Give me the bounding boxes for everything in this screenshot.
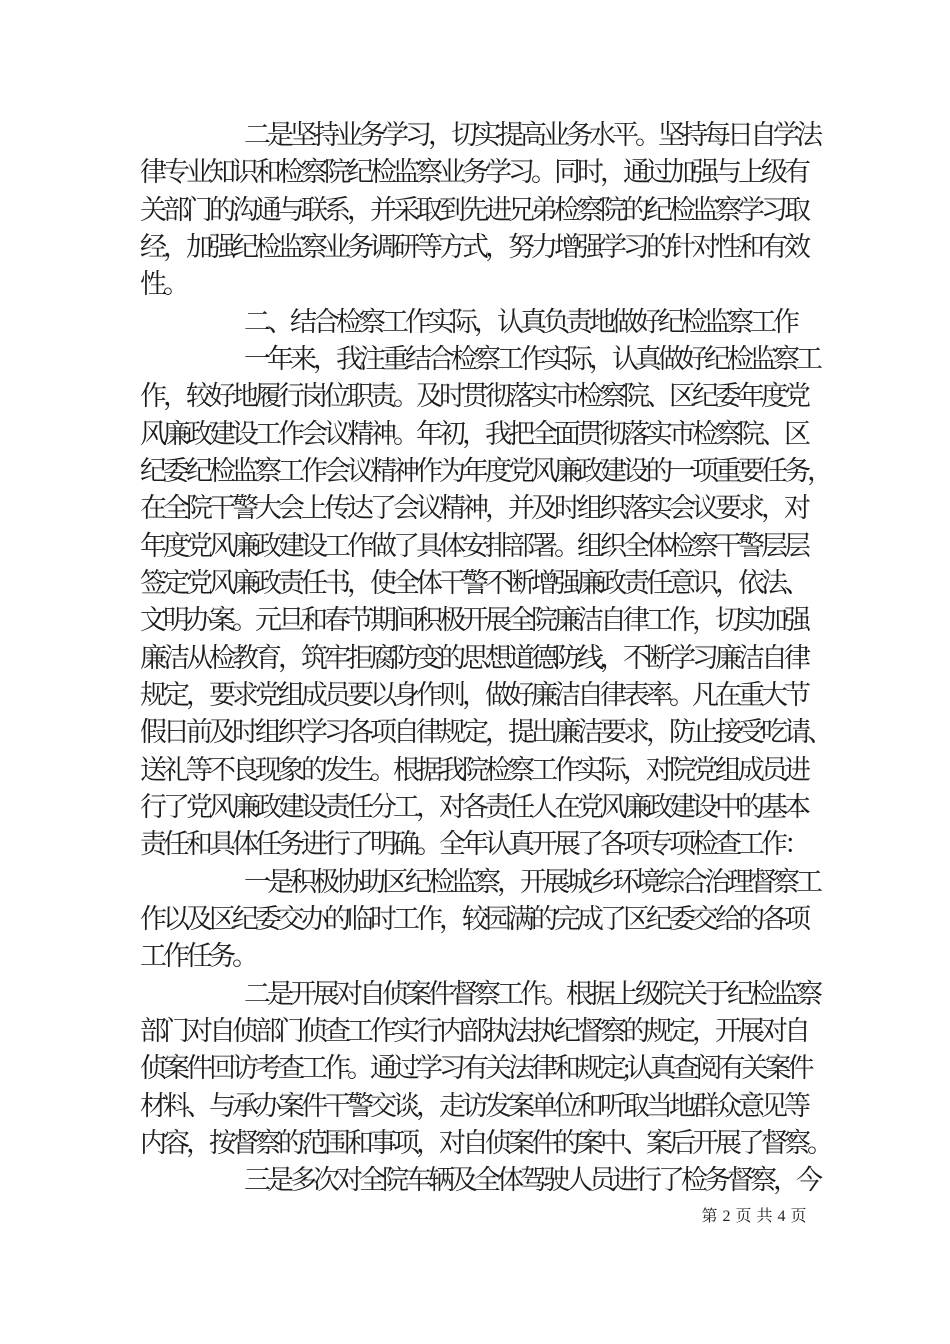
document-body [140,117,830,1200]
text-line: 责任和具体任务进行了明确。全年认真开展了各项专项检查工作： [140,829,807,860]
text-line: 签定党风廉政责任书，使全体干警不断增强廉政责任意识，依法、 [140,567,807,598]
text-line: 假日前及时组织学习各项自律规定，提出廉洁要求，防止接受吃请、 [140,717,830,748]
text-line: 内容，按督察的范围和事项，对自侦案件的案中、案后开展了督察。 [140,1127,830,1158]
text-line: 工作任务。 [140,941,255,972]
text-line: 风廉政建设工作会议精神。年初，我把全面贯彻落实市检察院、区 [140,418,807,449]
page-footer [701,1203,807,1226]
text-line: 廉洁从检教育，筑牢拒腐防变的思想道德防线，不断学习廉洁自律 [140,642,807,673]
text-line: 在全院干警大会上传达了会议精神，并及时组织落实会议要求，对 [140,493,807,524]
text-line: 纪委纪检监察工作会议精神作为年度党风廉政建设的一项重要任务， [140,455,830,486]
text-line: 律专业知识和检察院纪检监察业务学习。同时，通过加强与上级有 [140,157,807,188]
text-line: 行了党风廉政建设责任分工，对各责任人在党风廉政建设中的基本 [140,791,807,822]
text-line: 送礼等不良现象的发生。根据我院检察工作实际，对院党组成员进 [140,754,807,785]
text-line: 二、结合检察工作实际，认真负责地做好纪检监察工作 [244,306,796,337]
text-line: 经，加强纪检监察业务调研等方式，努力增强学习的针对性和有效 [140,231,807,262]
text-line: 二是开展对自侦案件督察工作。根据上级院关于纪检监察 [244,978,819,1009]
text-line: 部门对自侦部门侦查工作实行内部执法执纪督察的规定，开展对自 [140,1015,807,1046]
text-line: 三是多次对全院车辆及全体驾驶人员进行了检务督察，今 [244,1165,819,1196]
text-line: 作以及区纪委交办的临时工作，较园满的完成了区纪委交给的各项 [140,903,807,934]
text-line: 性。 [140,269,186,300]
page-number-label: 第 2 页 共 4 页 [701,1208,807,1225]
text-line: 材料、与承办案件干警交谈，走访发案单位和听取当地群众意见等 [140,1090,807,1121]
text-line: 一是积极协助区纪检监察，开展城乡环境综合治理督察工 [244,866,819,897]
text-line: 一年来，我注重结合检察工作实际，认真做好纪检监察工 [244,343,819,374]
text-line: 侦案件回访考查工作。通过学习有关法律和规定;认真查阅有关案件 [140,1053,811,1084]
text-line: 关部门的沟通与联系，并采取到先进兄弟检察院的纪检监察学习取 [140,194,807,225]
text-line: 规定，要求党组成员要以身作则，做好廉洁自律表率。凡在重大节 [140,679,807,710]
text-line: 二是坚持业务学习，切实提高业务水平。坚持每日自学法 [244,120,819,150]
text-line: 年度党风廉政建设工作做了具体安排部署。组织全体检察干警层层 [140,530,807,561]
text-line: 作，较好地履行岗位职责。及时贯彻落实市检察院、区纪委年度党 [140,381,807,412]
text-line: 文明办案。元旦和春节期间积极开展全院廉洁自律工作，切实加强 [140,605,807,636]
